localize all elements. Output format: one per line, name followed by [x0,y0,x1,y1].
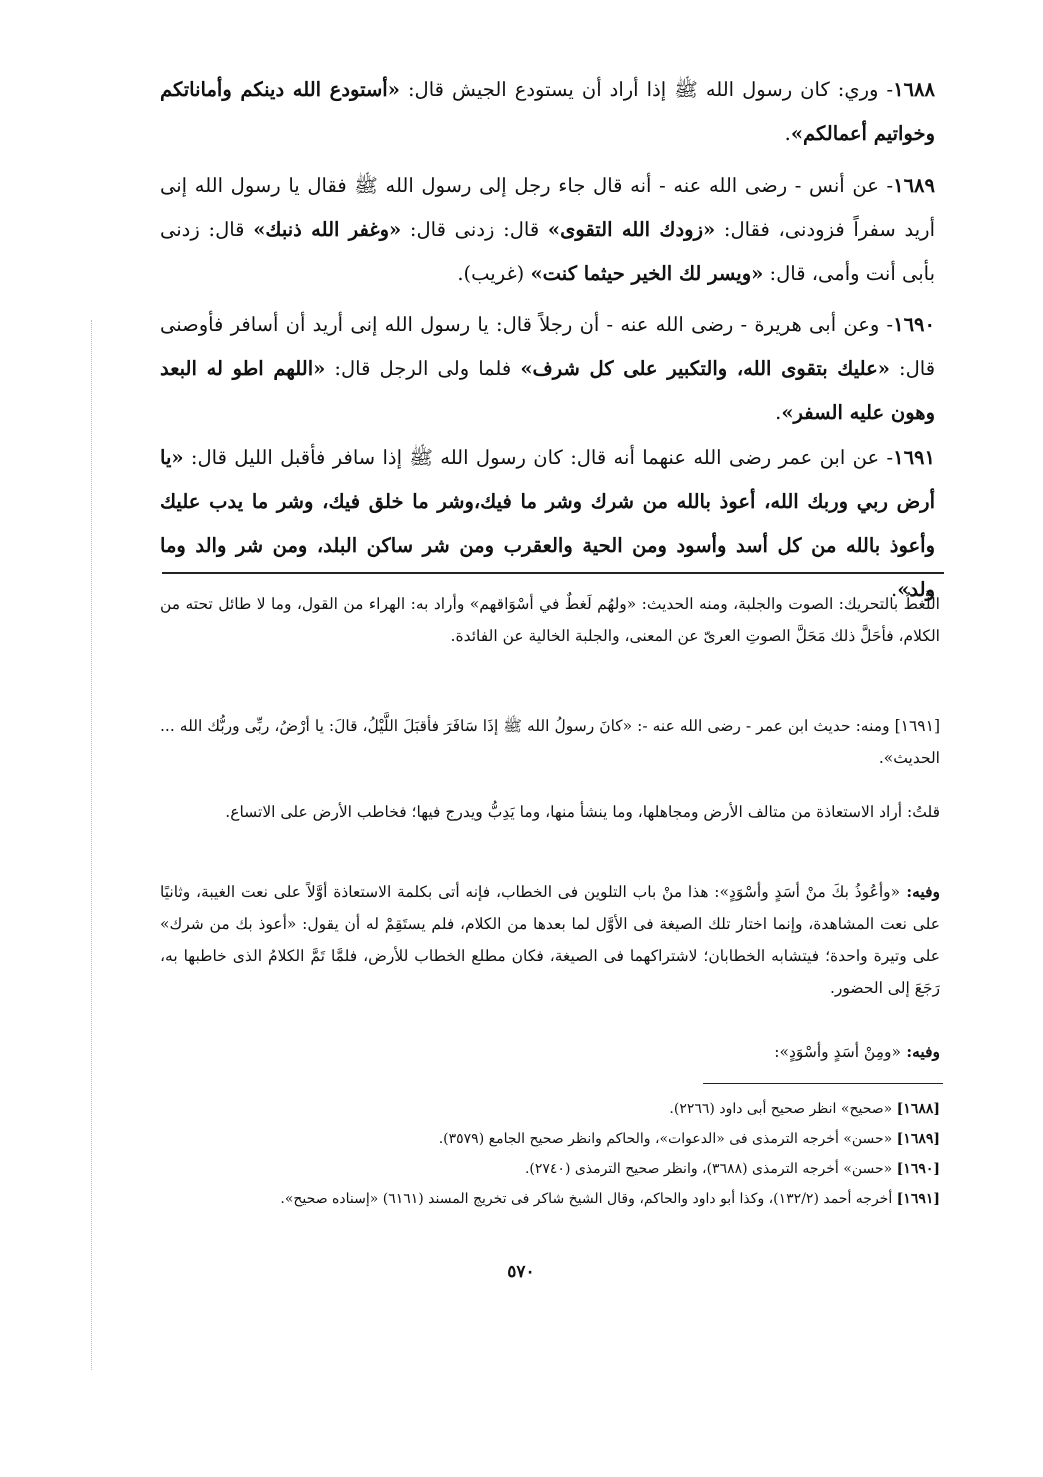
hadith-text: . [775,401,782,424]
hadith-quote: «أستودع الله دينكم وأماناتكم وخواتيم أعمالكم» [160,78,935,145]
footnote [160,1154,940,1184]
hadith-text: قال: زدنى بأبى أنت وأمى، قال: [160,218,935,285]
commentary-text: «وأعُوذُ بكَ منْ أسَدٍ وأسْوَدٍ»: هذا منْ باب التلوين فى الخطاب، فإنه أتى بكلمة الاستعاذة أوَّلاً على نعت الغيبة، وثانيًا على نعت المشاهدة، وإنما اختار تلك الصيغة فى الأوَّل لما بعدها من الكلام، فلم يستَقِمْ له أن يقول: «أعوذ بك من شرك» على وتيرة واحدة؛ فيتشابه الخطابان؛ لاشتراكهما فى الصيغة، فكان مطلع الخطاب للأرض، فلمَّا تَمَّ الكلامُ الذى خاطبها به، رَجَعَ إلى الحضور. [160,883,940,997]
commentary-text: «ومِنْ أسَدٍ وأسْوَدٍ»: [774,1043,901,1061]
commentary-text: [١٦٩١] ومنه: حديث ابن عمر - رضى الله عنه -: «كانَ رسولُ الله ﷺ إذَا سَافَرَ فأقبَلَ اللَّيْلُ، قالَ: يا أرْضُ، ربِّى وربُّك الله ... الحديث». [160,717,940,767]
footnote-text: أخرجه أحمد (١٣٢/٢)، وكذا أبو داود والحاكم، وقال الشيخ شاكر فى تخريج المسند (٦١٦١) «إسناده صحيح». [280,1191,893,1207]
commentary-lead: وفيه: [901,1042,940,1061]
footnote [160,1124,940,1154]
hadith-quote: «زودك الله التقوى» [547,218,716,241]
page-number: ٥٧٠ [507,1262,535,1282]
hadith-1690 [160,303,935,435]
hadith-number: ١٦٨٨ [893,78,935,101]
hadith-quote: «وغفر الله ذنبك» [253,218,402,241]
commentary-paragraph [160,588,940,652]
hadith-text: - وعن أبى هريرة - رضى الله عنه - أن رجلاً قال: يا رسول الله إنى أريد أن أسافر فأوصنى قال: [160,313,936,380]
commentary-text: اللَّغطُ بالتحريك: الصوت والجلبة، ومنه الحديث: «ولهُم لَغطٌ في أسْوَاقهم» وأراد به: الهراء من القول، وما لا طائل تحته من الكلام، فأحَلَّ ذلك مَحَلَّ الصوتِ العرىّ عن المعنى، والجلبة الخالية عن الفائدة. [160,595,940,645]
hadith-1688 [160,68,935,156]
hadith-number: ١٦٩١ [893,446,935,469]
commentary-paragraph [160,710,940,774]
hadith-text: . [891,578,898,601]
hadith-1689 [160,164,935,296]
footnote-text: «حسن» أخرجه الترمذى فى «الدعوات»، والحاكم وانظر صحيح الجامع (٣٥٧٩). [438,1131,893,1147]
hadith-quote: «عليك بتقوى الله، والتكبير على كل شرف» [520,357,890,380]
footnote-number: [١٦٩٠] [896,1161,940,1177]
hadith-text: (غريب). [457,262,531,285]
footnote [160,1094,940,1124]
footnote-number: [١٦٨٨] [896,1101,940,1117]
hadith-text: - وري: كان رسول الله ﷺ إذا أراد أن يستودع الجيش قال: [399,78,894,101]
footnote-divider [703,1083,943,1084]
hadith-1691 [160,436,935,612]
scan-margin-line [91,320,92,1370]
hadith-quote: «ويسر لك الخير حيثما كنت» [530,262,764,285]
footnote-text: «حسن» أخرجه الترمذى (٣٦٨٨)، وانظر صحيح الترمذى (٢٧٤٠). [524,1161,893,1177]
commentary-lead: وفيه: [900,882,940,901]
hadith-text: فلما ولى الرجل قال: [325,357,521,380]
commentary-paragraph [160,1036,940,1068]
footnote-number: [١٦٨٩] [896,1131,940,1147]
footnote [160,1184,940,1214]
footnote-number: [١٦٩١] [896,1191,940,1207]
hadith-quote: «يا أرض ربي وربك الله، أعوذ بالله من شرك وشر ما فيك،وشر ما خلق فيك، وشر ما يدب عليك وأعوذ بالله من كل أسد وأسود ومن الحية والعقرب ومن شر ساكن البلد، ومن شر والد وما ولد» [160,446,935,601]
footnote-text: «صحيح» انظر صحيح أبى داود (٢٢٦٦). [669,1101,893,1117]
hadith-text: . [784,122,791,145]
hadith-text: قال: زدنى قال: [401,218,548,241]
section-divider [162,572,944,574]
hadith-quote: «اللهم اطو له البعد وهون عليه السفر» [160,357,935,424]
commentary-text: قلتُ: أراد الاستعاذة من متالف الأرض ومجاهلها، وما ينشأ منها، وما يَدِبُّ ويدرج فيها؛ فخاطب الأرض على الاتساع. [225,803,940,821]
commentary-paragraph [160,876,940,1004]
hadith-number: ١٦٩٠ [893,313,935,336]
hadith-text: - عن أنس - رضى الله عنه - أنه قال جاء رجل إلى رسول الله ﷺ فقال يا رسول الله إنى أريد سفراً فزودنى، فقال: [160,174,935,241]
commentary-paragraph [160,796,940,828]
hadith-text: - عن ابن عمر رضى الله عنهما أنه قال: كان رسول الله ﷺ إذا سافر فأقبل الليل قال: [183,446,894,469]
hadith-number: ١٦٨٩ [893,174,935,197]
